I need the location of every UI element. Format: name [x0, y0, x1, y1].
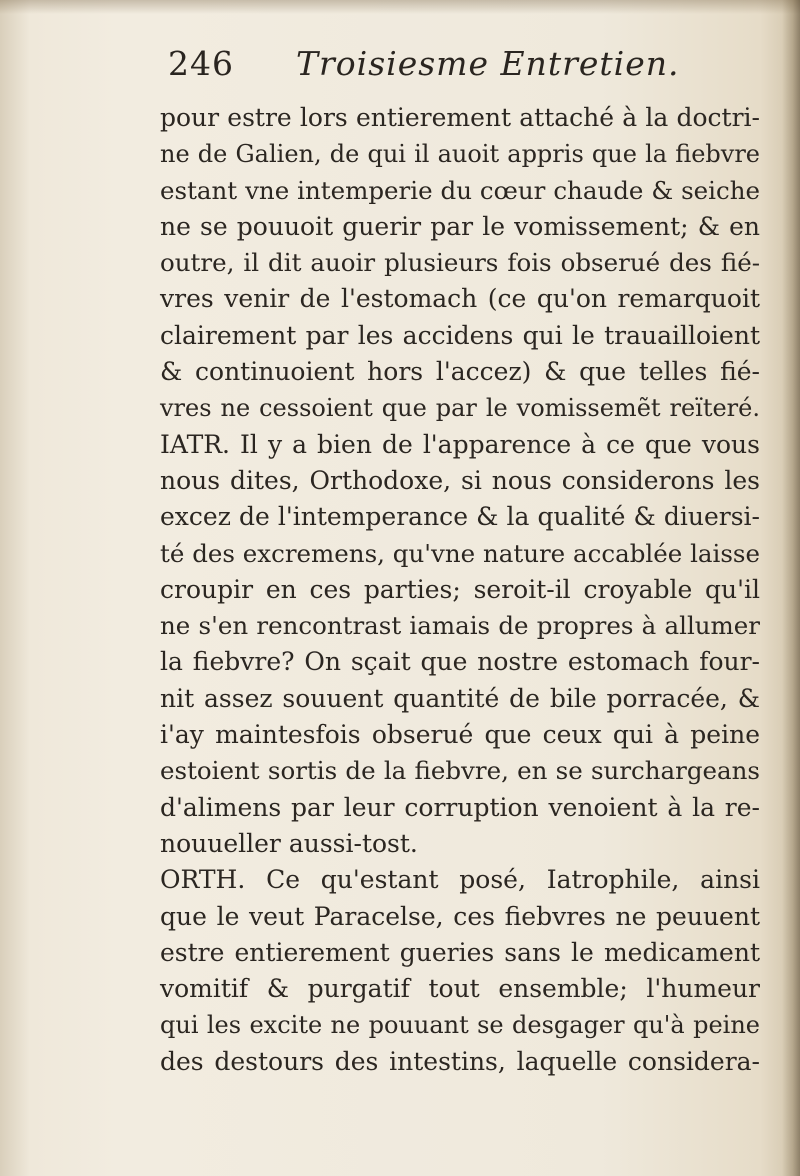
text-line: clairement par les accidens qui le trauailloient [160, 320, 760, 350]
text-line: & continuoient hors l'accez) & que telles fié- [160, 357, 760, 387]
text-line: nit assez souuent quantité de bile porracée, & [160, 683, 760, 713]
running-head: Troisiesme Entretien. [296, 44, 680, 83]
page-number: 246 [168, 44, 234, 83]
text-line: vres ne cessoient que par le vomissemẽt reïteré. [160, 394, 760, 423]
text-line: qui les excite ne pouuant se desgager qu'à peine [160, 1011, 760, 1040]
text-line: croupir en ces parties; seroit-il croyable qu'il [160, 574, 760, 604]
text-line: pour estre lors entierement attaché à la doctri- [160, 103, 760, 132]
text-line: des destours des intestins, laquelle considera- [160, 1046, 760, 1076]
text-line: estant vne intemperie du cœur chaude & seiche [160, 175, 760, 205]
text-line: ne de Galien, de qui il auoit appris que la fiebvre [160, 140, 760, 169]
body-text [160, 100, 760, 1080]
text-line: excez de l'intemperance & la qualité & diuersi- [160, 502, 760, 532]
text-line: la fiebvre? On sçait que nostre estomach four- [160, 647, 760, 677]
page-gutter-shadow [782, 0, 800, 1176]
page-top-shadow [0, 0, 800, 14]
text-line: ne se pouuoit guerir par le vomissement; & en [160, 211, 760, 241]
text-line: i'ay maintesfois obserué que ceux qui à peine [160, 720, 760, 750]
text-line: té des excremens, qu'vne nature accablée laisse [160, 538, 760, 568]
text-line: vres venir de l'estomach (ce qu'on remarquoit [160, 284, 760, 314]
page-header [168, 44, 728, 94]
text-line: outre, il dit auoir plusieurs fois obserué des fié- [160, 248, 760, 278]
text-line: ORTH. Ce qu'estant posé, Iatrophile, ainsi [160, 865, 760, 895]
text-line: IATR. Il y a bien de l'apparence à ce que vous [160, 429, 760, 459]
text-line: estre entierement gueries sans le medicament [160, 937, 760, 967]
text-line: vomitif & purgatif tout ensemble; l'humeur [160, 974, 760, 1004]
text-line: que le veut Paracelse, ces fiebvres ne peuuent [160, 901, 760, 931]
text-line: d'alimens par leur corruption venoient à la re- [160, 792, 760, 822]
text-line: estoient sortis de la fiebvre, en se surchargeans [160, 756, 760, 786]
text-line: ne s'en rencontrast iamais de propres à allumer [160, 611, 760, 641]
text-line: nouueller aussi-tost. [160, 828, 418, 858]
text-line: nous dites, Orthodoxe, si nous considerons les [160, 465, 760, 495]
